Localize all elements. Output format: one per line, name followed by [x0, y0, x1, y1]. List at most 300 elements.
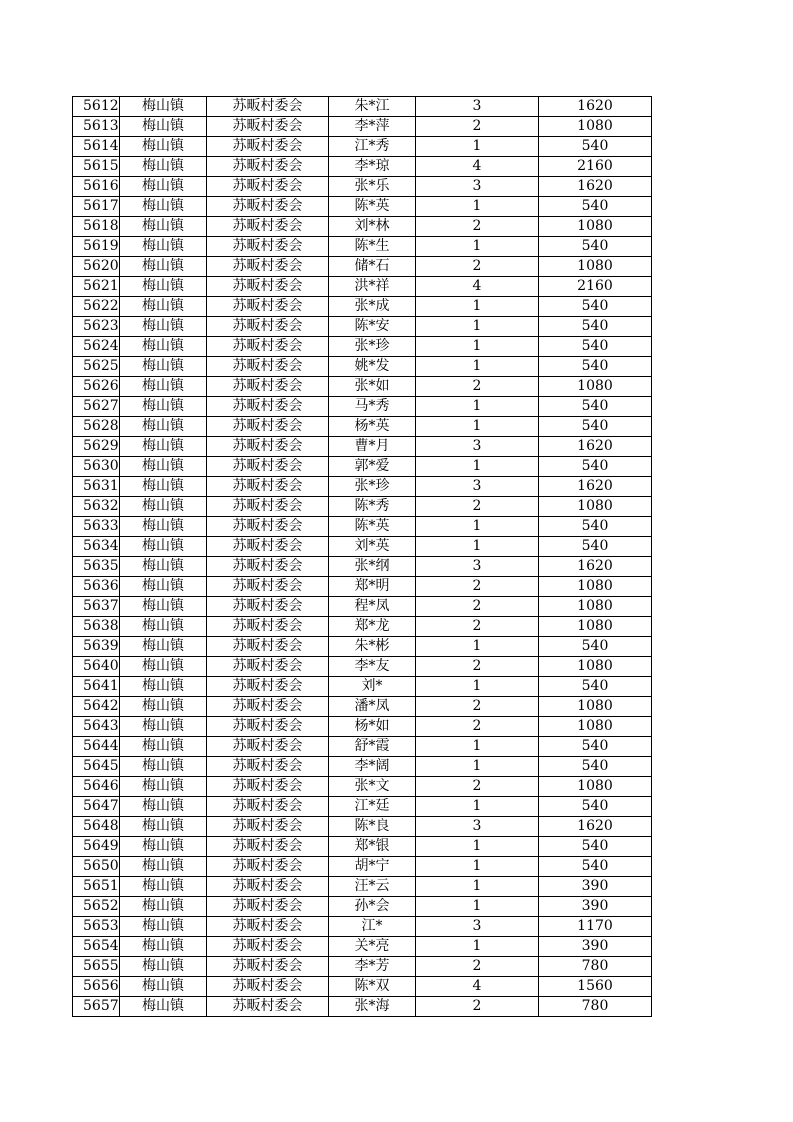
cell-amount: 540 — [539, 197, 652, 217]
cell-village-committee: 苏畈村委会 — [207, 477, 329, 497]
cell-town: 梅山镇 — [120, 237, 207, 257]
cell-serial-number: 5640 — [73, 657, 120, 677]
cell-serial-number: 5650 — [73, 857, 120, 877]
cell-village-committee: 苏畈村委会 — [207, 897, 329, 917]
cell-person-name: 关*亮 — [329, 937, 416, 957]
cell-village-committee: 苏畈村委会 — [207, 157, 329, 177]
cell-amount: 1080 — [539, 217, 652, 237]
cell-serial-number: 5657 — [73, 997, 120, 1017]
cell-town: 梅山镇 — [120, 937, 207, 957]
cell-town: 梅山镇 — [120, 457, 207, 477]
cell-amount: 1080 — [539, 257, 652, 277]
cell-village-committee: 苏畈村委会 — [207, 577, 329, 597]
cell-village-committee: 苏畈村委会 — [207, 137, 329, 157]
table-row — [73, 777, 652, 797]
cell-person-name: 张*珍 — [329, 337, 416, 357]
cell-town: 梅山镇 — [120, 757, 207, 777]
cell-household-count: 1 — [416, 637, 539, 657]
cell-person-name: 陈*双 — [329, 977, 416, 997]
cell-serial-number: 5656 — [73, 977, 120, 997]
table-row — [73, 97, 652, 117]
cell-serial-number: 5636 — [73, 577, 120, 597]
table-row — [73, 877, 652, 897]
cell-person-name: 刘* — [329, 677, 416, 697]
cell-town: 梅山镇 — [120, 357, 207, 377]
cell-household-count: 2 — [416, 377, 539, 397]
cell-serial-number: 5616 — [73, 177, 120, 197]
cell-person-name: 郑*明 — [329, 577, 416, 597]
table-row — [73, 737, 652, 757]
cell-town: 梅山镇 — [120, 557, 207, 577]
cell-village-committee: 苏畈村委会 — [207, 397, 329, 417]
cell-amount: 540 — [539, 537, 652, 557]
cell-village-committee: 苏畈村委会 — [207, 517, 329, 537]
cell-town: 梅山镇 — [120, 997, 207, 1017]
cell-amount: 540 — [539, 797, 652, 817]
cell-person-name: 刘*林 — [329, 217, 416, 237]
cell-town: 梅山镇 — [120, 977, 207, 997]
cell-person-name: 朱*江 — [329, 97, 416, 117]
cell-serial-number: 5646 — [73, 777, 120, 797]
cell-household-count: 2 — [416, 597, 539, 617]
cell-amount: 1620 — [539, 437, 652, 457]
cell-amount: 540 — [539, 637, 652, 657]
cell-person-name: 郑*银 — [329, 837, 416, 857]
table-row — [73, 997, 652, 1017]
cell-amount: 1080 — [539, 617, 652, 637]
cell-household-count: 1 — [416, 857, 539, 877]
cell-village-committee: 苏畈村委会 — [207, 697, 329, 717]
subsidy-table — [72, 96, 652, 1017]
cell-town: 梅山镇 — [120, 97, 207, 117]
cell-village-committee: 苏畈村委会 — [207, 557, 329, 577]
cell-amount: 540 — [539, 677, 652, 697]
table-row — [73, 917, 652, 937]
cell-town: 梅山镇 — [120, 397, 207, 417]
cell-amount: 1620 — [539, 817, 652, 837]
cell-village-committee: 苏畈村委会 — [207, 877, 329, 897]
table-row — [73, 417, 652, 437]
cell-village-committee: 苏畈村委会 — [207, 597, 329, 617]
table-row — [73, 257, 652, 277]
cell-village-committee: 苏畈村委会 — [207, 737, 329, 757]
cell-village-committee: 苏畈村委会 — [207, 837, 329, 857]
cell-serial-number: 5644 — [73, 737, 120, 757]
cell-household-count: 1 — [416, 297, 539, 317]
table-row — [73, 797, 652, 817]
table-row — [73, 957, 652, 977]
table-row — [73, 617, 652, 637]
cell-town: 梅山镇 — [120, 737, 207, 757]
cell-amount: 2160 — [539, 157, 652, 177]
cell-household-count: 1 — [416, 897, 539, 917]
cell-household-count: 2 — [416, 777, 539, 797]
table-row — [73, 937, 652, 957]
cell-town: 梅山镇 — [120, 157, 207, 177]
cell-village-committee: 苏畈村委会 — [207, 277, 329, 297]
table-row — [73, 837, 652, 857]
cell-person-name: 曹*月 — [329, 437, 416, 457]
table-row — [73, 237, 652, 257]
cell-serial-number: 5621 — [73, 277, 120, 297]
cell-household-count: 2 — [416, 577, 539, 597]
cell-amount: 540 — [539, 457, 652, 477]
cell-serial-number: 5641 — [73, 677, 120, 697]
cell-serial-number: 5620 — [73, 257, 120, 277]
cell-town: 梅山镇 — [120, 697, 207, 717]
cell-amount: 1620 — [539, 557, 652, 577]
cell-town: 梅山镇 — [120, 117, 207, 137]
cell-person-name: 孙*会 — [329, 897, 416, 917]
cell-town: 梅山镇 — [120, 217, 207, 237]
cell-village-committee: 苏畈村委会 — [207, 457, 329, 477]
table-row — [73, 357, 652, 377]
table-row — [73, 297, 652, 317]
cell-amount: 540 — [539, 737, 652, 757]
cell-person-name: 姚*发 — [329, 357, 416, 377]
cell-person-name: 江*廷 — [329, 797, 416, 817]
cell-person-name: 陈*生 — [329, 237, 416, 257]
cell-serial-number: 5622 — [73, 297, 120, 317]
cell-household-count: 2 — [416, 957, 539, 977]
cell-village-committee: 苏畈村委会 — [207, 617, 329, 637]
cell-serial-number: 5645 — [73, 757, 120, 777]
cell-household-count: 1 — [416, 737, 539, 757]
table-row — [73, 677, 652, 697]
cell-person-name: 张*海 — [329, 997, 416, 1017]
cell-serial-number: 5648 — [73, 817, 120, 837]
cell-person-name: 张*成 — [329, 297, 416, 317]
cell-household-count: 1 — [416, 397, 539, 417]
cell-household-count: 1 — [416, 877, 539, 897]
cell-serial-number: 5643 — [73, 717, 120, 737]
cell-household-count: 3 — [416, 177, 539, 197]
cell-household-count: 3 — [416, 477, 539, 497]
cell-town: 梅山镇 — [120, 577, 207, 597]
cell-household-count: 2 — [416, 617, 539, 637]
cell-amount: 1620 — [539, 477, 652, 497]
cell-town: 梅山镇 — [120, 377, 207, 397]
cell-serial-number: 5613 — [73, 117, 120, 137]
cell-amount: 1080 — [539, 717, 652, 737]
cell-village-committee: 苏畈村委会 — [207, 297, 329, 317]
cell-household-count: 1 — [416, 797, 539, 817]
cell-household-count: 2 — [416, 117, 539, 137]
cell-amount: 780 — [539, 957, 652, 977]
cell-household-count: 4 — [416, 277, 539, 297]
cell-person-name: 张*珍 — [329, 477, 416, 497]
cell-household-count: 1 — [416, 237, 539, 257]
cell-serial-number: 5632 — [73, 497, 120, 517]
cell-amount: 1170 — [539, 917, 652, 937]
cell-village-committee: 苏畈村委会 — [207, 197, 329, 217]
cell-person-name: 陈*英 — [329, 517, 416, 537]
cell-person-name: 舒*霞 — [329, 737, 416, 757]
cell-household-count: 2 — [416, 997, 539, 1017]
cell-serial-number: 5647 — [73, 797, 120, 817]
cell-person-name: 陈*英 — [329, 197, 416, 217]
cell-village-committee: 苏畈村委会 — [207, 777, 329, 797]
cell-town: 梅山镇 — [120, 617, 207, 637]
cell-person-name: 江*秀 — [329, 137, 416, 157]
cell-household-count: 1 — [416, 317, 539, 337]
table-row — [73, 157, 652, 177]
cell-town: 梅山镇 — [120, 177, 207, 197]
cell-village-committee: 苏畈村委会 — [207, 637, 329, 657]
cell-town: 梅山镇 — [120, 917, 207, 937]
cell-person-name: 李*萍 — [329, 117, 416, 137]
cell-village-committee: 苏畈村委会 — [207, 217, 329, 237]
cell-amount: 540 — [539, 357, 652, 377]
cell-serial-number: 5625 — [73, 357, 120, 377]
cell-household-count: 1 — [416, 937, 539, 957]
cell-serial-number: 5639 — [73, 637, 120, 657]
cell-town: 梅山镇 — [120, 817, 207, 837]
cell-person-name: 杨*如 — [329, 717, 416, 737]
cell-town: 梅山镇 — [120, 657, 207, 677]
table-row — [73, 177, 652, 197]
cell-amount: 1080 — [539, 497, 652, 517]
cell-household-count: 2 — [416, 717, 539, 737]
cell-amount: 1080 — [539, 657, 652, 677]
cell-amount: 540 — [539, 317, 652, 337]
cell-person-name: 张*如 — [329, 377, 416, 397]
cell-person-name: 朱*彬 — [329, 637, 416, 657]
cell-household-count: 2 — [416, 257, 539, 277]
cell-serial-number: 5627 — [73, 397, 120, 417]
table-row — [73, 397, 652, 417]
cell-person-name: 刘*英 — [329, 537, 416, 557]
table-row — [73, 337, 652, 357]
table-row — [73, 897, 652, 917]
cell-person-name: 江* — [329, 917, 416, 937]
cell-serial-number: 5615 — [73, 157, 120, 177]
cell-amount: 540 — [539, 517, 652, 537]
cell-town: 梅山镇 — [120, 677, 207, 697]
table-row — [73, 437, 652, 457]
cell-household-count: 3 — [416, 557, 539, 577]
cell-person-name: 张*乐 — [329, 177, 416, 197]
cell-village-committee: 苏畈村委会 — [207, 237, 329, 257]
cell-person-name: 陈*秀 — [329, 497, 416, 517]
cell-town: 梅山镇 — [120, 597, 207, 617]
cell-amount: 1560 — [539, 977, 652, 997]
cell-village-committee: 苏畈村委会 — [207, 917, 329, 937]
cell-household-count: 1 — [416, 677, 539, 697]
cell-village-committee: 苏畈村委会 — [207, 677, 329, 697]
cell-village-committee: 苏畈村委会 — [207, 377, 329, 397]
cell-serial-number: 5633 — [73, 517, 120, 537]
cell-serial-number: 5624 — [73, 337, 120, 357]
cell-household-count: 3 — [416, 97, 539, 117]
cell-town: 梅山镇 — [120, 797, 207, 817]
cell-serial-number: 5626 — [73, 377, 120, 397]
cell-amount: 540 — [539, 837, 652, 857]
table-row — [73, 817, 652, 837]
cell-household-count: 1 — [416, 197, 539, 217]
cell-person-name: 张*纲 — [329, 557, 416, 577]
cell-amount: 1620 — [539, 97, 652, 117]
cell-serial-number: 5619 — [73, 237, 120, 257]
cell-person-name: 李*阔 — [329, 757, 416, 777]
cell-village-committee: 苏畈村委会 — [207, 937, 329, 957]
cell-person-name: 郑*龙 — [329, 617, 416, 637]
cell-town: 梅山镇 — [120, 497, 207, 517]
cell-town: 梅山镇 — [120, 517, 207, 537]
cell-village-committee: 苏畈村委会 — [207, 757, 329, 777]
cell-amount: 540 — [539, 397, 652, 417]
cell-amount: 1620 — [539, 177, 652, 197]
cell-person-name: 李*芳 — [329, 957, 416, 977]
cell-village-committee: 苏畈村委会 — [207, 657, 329, 677]
cell-amount: 780 — [539, 997, 652, 1017]
cell-serial-number: 5630 — [73, 457, 120, 477]
cell-serial-number: 5629 — [73, 437, 120, 457]
cell-serial-number: 5638 — [73, 617, 120, 637]
cell-town: 梅山镇 — [120, 897, 207, 917]
table-row — [73, 497, 652, 517]
table-row — [73, 637, 652, 657]
cell-town: 梅山镇 — [120, 877, 207, 897]
cell-household-count: 1 — [416, 337, 539, 357]
cell-person-name: 洪*祥 — [329, 277, 416, 297]
cell-household-count: 3 — [416, 917, 539, 937]
cell-town: 梅山镇 — [120, 317, 207, 337]
cell-household-count: 3 — [416, 817, 539, 837]
cell-town: 梅山镇 — [120, 477, 207, 497]
cell-person-name: 李*友 — [329, 657, 416, 677]
cell-amount: 1080 — [539, 117, 652, 137]
cell-serial-number: 5653 — [73, 917, 120, 937]
cell-person-name: 陈*安 — [329, 317, 416, 337]
cell-household-count: 1 — [416, 137, 539, 157]
cell-village-committee: 苏畈村委会 — [207, 997, 329, 1017]
cell-village-committee: 苏畈村委会 — [207, 497, 329, 517]
cell-serial-number: 5623 — [73, 317, 120, 337]
cell-amount: 1080 — [539, 377, 652, 397]
cell-household-count: 1 — [416, 837, 539, 857]
cell-household-count: 2 — [416, 697, 539, 717]
cell-village-committee: 苏畈村委会 — [207, 417, 329, 437]
cell-household-count: 1 — [416, 537, 539, 557]
cell-village-committee: 苏畈村委会 — [207, 857, 329, 877]
cell-serial-number: 5637 — [73, 597, 120, 617]
cell-amount: 390 — [539, 877, 652, 897]
table-row — [73, 857, 652, 877]
cell-town: 梅山镇 — [120, 437, 207, 457]
cell-serial-number: 5652 — [73, 897, 120, 917]
table-row — [73, 757, 652, 777]
cell-town: 梅山镇 — [120, 857, 207, 877]
cell-amount: 540 — [539, 417, 652, 437]
table-row — [73, 477, 652, 497]
table-row — [73, 597, 652, 617]
cell-serial-number: 5635 — [73, 557, 120, 577]
cell-village-committee: 苏畈村委会 — [207, 317, 329, 337]
table-row — [73, 717, 652, 737]
cell-serial-number: 5642 — [73, 697, 120, 717]
cell-person-name: 李*琼 — [329, 157, 416, 177]
cell-person-name: 潘*凤 — [329, 697, 416, 717]
cell-serial-number: 5617 — [73, 197, 120, 217]
cell-town: 梅山镇 — [120, 957, 207, 977]
cell-town: 梅山镇 — [120, 837, 207, 857]
cell-person-name: 胡*宁 — [329, 857, 416, 877]
cell-serial-number: 5634 — [73, 537, 120, 557]
cell-village-committee: 苏畈村委会 — [207, 817, 329, 837]
cell-household-count: 1 — [416, 457, 539, 477]
cell-amount: 390 — [539, 897, 652, 917]
cell-person-name: 张*文 — [329, 777, 416, 797]
cell-village-committee: 苏畈村委会 — [207, 357, 329, 377]
cell-household-count: 2 — [416, 217, 539, 237]
cell-serial-number: 5649 — [73, 837, 120, 857]
cell-amount: 1080 — [539, 697, 652, 717]
cell-household-count: 1 — [416, 417, 539, 437]
table-row — [73, 137, 652, 157]
cell-town: 梅山镇 — [120, 537, 207, 557]
cell-village-committee: 苏畈村委会 — [207, 97, 329, 117]
cell-amount: 540 — [539, 757, 652, 777]
cell-town: 梅山镇 — [120, 717, 207, 737]
cell-village-committee: 苏畈村委会 — [207, 957, 329, 977]
cell-amount: 390 — [539, 937, 652, 957]
table-row — [73, 457, 652, 477]
cell-person-name: 马*秀 — [329, 397, 416, 417]
cell-village-committee: 苏畈村委会 — [207, 797, 329, 817]
cell-person-name: 程*凤 — [329, 597, 416, 617]
cell-household-count: 1 — [416, 757, 539, 777]
cell-town: 梅山镇 — [120, 257, 207, 277]
cell-town: 梅山镇 — [120, 417, 207, 437]
cell-person-name: 杨*英 — [329, 417, 416, 437]
cell-amount: 2160 — [539, 277, 652, 297]
cell-household-count: 4 — [416, 977, 539, 997]
table-row — [73, 377, 652, 397]
cell-town: 梅山镇 — [120, 197, 207, 217]
table-row — [73, 277, 652, 297]
cell-serial-number: 5651 — [73, 877, 120, 897]
cell-village-committee: 苏畈村委会 — [207, 177, 329, 197]
cell-village-committee: 苏畈村委会 — [207, 257, 329, 277]
cell-serial-number: 5614 — [73, 137, 120, 157]
cell-village-committee: 苏畈村委会 — [207, 537, 329, 557]
cell-serial-number: 5654 — [73, 937, 120, 957]
table-row — [73, 557, 652, 577]
cell-household-count: 1 — [416, 357, 539, 377]
cell-amount: 540 — [539, 857, 652, 877]
cell-town: 梅山镇 — [120, 137, 207, 157]
cell-serial-number: 5612 — [73, 97, 120, 117]
cell-household-count: 4 — [416, 157, 539, 177]
cell-amount: 1080 — [539, 777, 652, 797]
cell-amount: 540 — [539, 297, 652, 317]
cell-town: 梅山镇 — [120, 277, 207, 297]
cell-village-committee: 苏畈村委会 — [207, 977, 329, 997]
cell-household-count: 1 — [416, 517, 539, 537]
cell-village-committee: 苏畈村委会 — [207, 337, 329, 357]
cell-serial-number: 5628 — [73, 417, 120, 437]
cell-amount: 1080 — [539, 597, 652, 617]
cell-person-name: 郭*爱 — [329, 457, 416, 477]
table-row — [73, 117, 652, 137]
cell-person-name: 汪*云 — [329, 877, 416, 897]
cell-household-count: 2 — [416, 497, 539, 517]
cell-serial-number: 5618 — [73, 217, 120, 237]
cell-amount: 1080 — [539, 577, 652, 597]
cell-serial-number: 5631 — [73, 477, 120, 497]
table-row — [73, 657, 652, 677]
